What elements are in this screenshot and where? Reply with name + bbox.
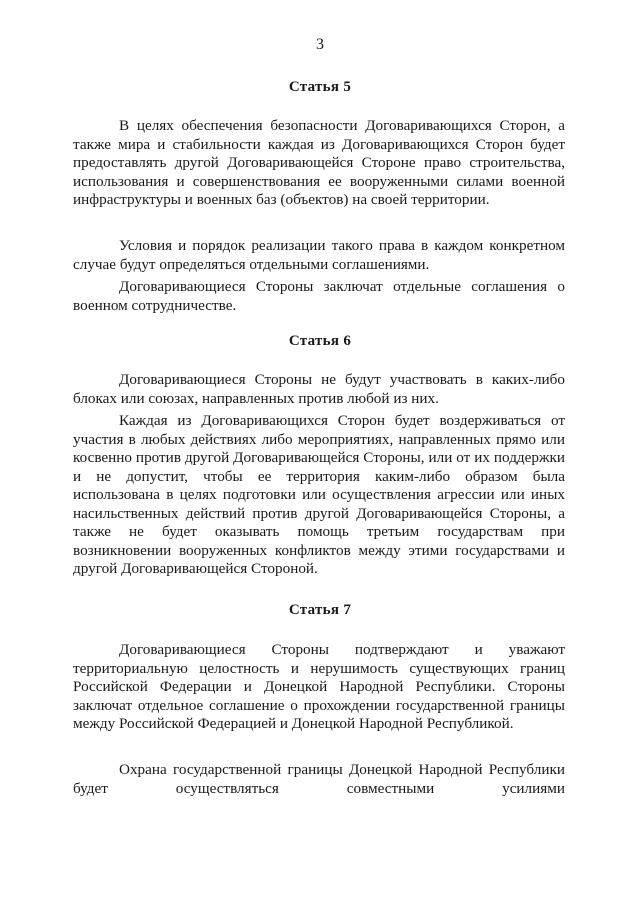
- article-5-paragraph-3: Договаривающиеся Стороны заключат отдельные соглашения о военном сотрудничестве.: [73, 278, 565, 314]
- article-6-heading: Статья 6: [288, 333, 352, 349]
- page-number: 3: [316, 36, 324, 53]
- article-5-paragraph-1: В целях обеспечения безопасности Договаривающихся Сторон, а также мира и стабильности каждая из Договаривающихся Сторон будет предоставлять другой Договаривающейся Стороне право строительства, использования и совершенствования ее вооруженными силами военной инфраструктуры и военных баз (объектов) на своей территории.: [73, 117, 565, 208]
- article-5-heading: Статья 5: [288, 79, 352, 95]
- article-7-paragraph-2: Охрана государственной границы Донецкой Народной Республики будет осуществляться совместными усилиями: [73, 761, 565, 797]
- article-6-paragraph-1: Договаривающиеся Стороны не будут участвовать в каких-либо блоках или союзах, направленных против любой из них.: [73, 371, 565, 407]
- article-5-paragraph-2: Условия и порядок реализации такого права в каждом конкретном случае будут определяться отдельными соглашениями.: [73, 237, 565, 273]
- article-6-paragraph-2: Каждая из Договаривающихся Сторон будет воздерживаться от участия в любых действиях либо мероприятиях, направленных прямо или косвенно против другой Договаривающейся Стороны, или от их поддержки и не допустит, чтобы ее территория каким-либо образом была использована в целях подготовки или осуществления агрессии или иных насильственных действий против другой Договаривающейся Стороны, а также не будет оказывать помощь третьим государствам при возникновении вооруженных конфликтов между этими государствами и другой Договаривающейся Стороной.: [73, 412, 565, 577]
- article-7-paragraph-1: Договаривающиеся Стороны подтверждают и уважают территориальную целостность и нерушимость существующих границ Российской Федерации и Донецкой Народной Республики. Стороны заключат отдельное соглашение о прохождении государственной границы между Российской Федерацией и Донецкой Народной Республикой.: [73, 641, 565, 732]
- article-7-heading: Статья 7: [288, 602, 352, 618]
